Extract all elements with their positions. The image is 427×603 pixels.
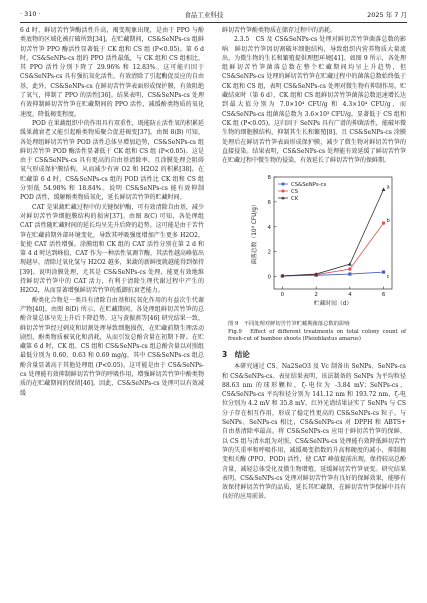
colony-chart	[222, 169, 406, 319]
y-tick-label: 4	[267, 225, 271, 232]
page-header	[20, 8, 407, 23]
series-line	[282, 223, 383, 276]
y-tick-label: 6	[267, 200, 271, 207]
x-tick-label: 6	[381, 292, 386, 299]
paragraph: 2.3.5 CS 及 CS&SeNPs-cs 处理对鲜切苦竹笋菌落总数的影响 鲜切苦竹笋因切割破坏细胞结构，导致组织内营养物质大量流出，为微生物的生长和繁殖提供理想环境[41]。如图 9 所示，各处理组鲜切苦竹笋菌落总数在整个贮藏期间均呈上升趋势，但 CS&SeNPs-cs 处理的鲜切苦竹笋在贮藏过程中的菌落总数始终低于 CK 组和 CS 组，表明 CS&SeNPs-cs 处理对微生物有抑制作用。贮藏结束时（第 6 d），CK 组和 CS 组鲜切苦竹笋菌落总数迅速增长达到最大值分别为 7.0×10⁴ CFU/g 和 4.3×10⁴ CFU/g，而 CS&SeNPs-cs 组菌落总数为 3.6×10³ CFU/g，显著低于 CS 组和 CK 组 (P<0.05)。这归因于 SeNPs 具有广谱的抑菌活性，能破坏微生物的细胞膜结构，抑制其生长和繁殖[8]，且 CS&SeNPs-cs 涂膜处理后在鲜切苦竹笋表面形成保护膜，减少了微生物对鲜切苦竹笋的直接侵染。结果表明，CS&SeNPs-cs 处理能有效延缓了鲜切苦竹笋在贮藏过程中微生物的侵染，有效延长了鲜切苦竹笋的保鲜期。	[222, 36, 406, 165]
x-axis-label: 贮藏时间（d）	[313, 301, 353, 308]
section-title: 3 结论	[222, 349, 250, 359]
data-point	[348, 263, 352, 267]
x-tick-label: 4	[348, 292, 352, 299]
left-column	[20, 26, 204, 398]
legend-marker	[282, 190, 285, 193]
y-tick-label: 0	[267, 275, 271, 282]
legend-label: CK	[291, 196, 299, 203]
legend-label: CS&SeNPs-cs	[291, 182, 327, 189]
significance-label: b	[386, 218, 390, 225]
paragraph: 鲜切苦竹笋酚类物质在储存过程中的消耗。	[222, 27, 337, 34]
legend-marker	[282, 183, 285, 186]
paragraph: 酚类化合物是一类具有清除自由基和抗氧化作用的有益次生代谢产物[40]。由图 8(D) 所示，在贮藏期间，各处理组鲜切苦竹笋的总酚含量总体呈先上升后下降趋势，这与黄振燕等[46] 研究结果一致，鲜切苦竹笋经过刺皮和切割处理导致细胞损伤，在贮藏前期生理活动剧烈，酚类物质被氧化和消耗，从而引发总酚含量在初期下降。在贮藏第 6 d 时，CK 组、CS 组和 CS&SeNPs-cs 组总酚含量以对照组最低分别为 0.60、0.63 和 0.69 mg/g，其中 CS&SeNPs-cs 组总酚含量显著高于其他处理组 (P<0.05)。这可能是由于 CS&SeNPs-cs 处理能有效抑制鲜切苦竹笋的呼吸作用，增强鲜切苦竹笋中酚类物质的在贮藏期间的保留[46]。因此，CS&SeNPs-cs 处理可以有效减缓	[20, 296, 204, 397]
figure-caption-cn: 图 9 不同处理对鲜切苦竹笋贮藏期菌落总数的影响	[228, 321, 350, 328]
x-tick-label: 2	[314, 292, 318, 299]
paragraph: CAT 是果蔬贮藏过程中的关键保护酶，可有效清除自由基，减少对鲜切苦竹笋细胞膜结构的损害[37]。由图 8(C) 可知，各处理组 CAT 活性随贮藏时间的延长均呈先升后降的趋势。这可能是由于苦竹笋在贮藏前期外部环境变化，导致其呼吸强度增加产生更多 H2O2，促使 CAT 活性增强。涂膜组和 CK 组的 CAT 活性分别在第 2 d 和第 4 d 时达到峰值，CAT 作为一种活性氧调节酶，其活性越高峰值出现越早，清除过氧化氢与 H2O2 越多，果蔬的新鲜度就越能得到保持[39]。说明涂膜处理，尤其是 CS&SeNPs-cs 处理，能更有效地维持鲜切苦竹笋中的 CAT 活力，有利于清除生理代谢过程中产生的 H2O2，从而显著增强鲜切苦竹笋的抵御抗衰老能力。	[20, 203, 204, 295]
significance-label: a	[386, 184, 390, 191]
data-point	[382, 222, 385, 225]
y-tick-label: 8	[267, 175, 271, 182]
data-point	[382, 188, 386, 192]
x-tick-label: 0	[280, 292, 285, 299]
journal-name: 食品工业科技	[184, 10, 224, 19]
y-tick-label: 2	[267, 250, 271, 257]
page-number: · 310 ·	[20, 10, 41, 18]
figure-caption-en: Fig.9 Effect of different treatments on total colony count of fresh-cut of bamboo shoots (Pleioblastus amarus)	[228, 328, 406, 343]
significance-label: c	[386, 274, 390, 281]
series-line	[282, 190, 383, 276]
issue-date: 2025 年 7 月	[367, 10, 407, 19]
data-point	[382, 271, 385, 274]
legend-label: CS	[291, 189, 299, 196]
paragraph: 本研究通过 CS、Na2SeO3 及 Vc 制备出 SeNPs、SeNPs-cs 和 CS&SeNPs-cs。表征结果表明，该法制备的 SeNPs 为平均粒径 88.63 nm 的球形颗粒，ζ-电位为 -3.84 mV；SeNPs-cs、CS&SeNPs-cs 平均粒径分别为 141.12 nm 和 193.72 nm，ζ-电位分别为 4.2 mV 和 35.8 mV。红外光谱结果证实了 SeNPs 与 CS 分子存在相互作用，形成了稳定性更高的 CS&SeNPs-cs 粒子。与 SeNPs、SeNPs-cs 相比，CS&SeNPs-cs 对 DPPH 和 ABTS+ 自由基清除率最高。将 CS&SeNPs-cs 应用于鲜切苦竹笋的保鲜，以 CS 组与清水组为对照，CS&SeNPs-cs 处理能有效降低鲜切苦竹笋的失重率和呼吸作用，减缓褐变指数的升高和硬度的减小，抑制褐变相关酶 (PPO、POD) 活性，使 CAT 峰值提前出现，保持较高总酚含量，减轻总体受化及微生物增殖，延缓鲜切苦竹笋衰变。研究结果表明，CS&SeNPs-cs 处理对鲜切苦竹笋有良好的保鲜效果，能够有效保持鲜切苦竹笋的品质，延长其贮藏期，在鲜切苦竹笋保鲜中具有良好的应用前景。	[222, 363, 406, 501]
chart-svg	[222, 169, 406, 319]
right-column	[222, 26, 406, 502]
data-point	[348, 273, 351, 276]
data-point	[348, 268, 351, 271]
paragraph: 6 d 时，鲜切苦竹笋酶活性升高，褐变现象出现，是由于 PPO 与酚类底物的区域化被打破所致[34]。在贮藏期间，CS&SeNPs-cs 组鲜切苦竹笋 PPO 酶活性显著低于 CK 组和 CS 组 (P<0.05)。第 6 d 时，CS&SeNPs-cs 组的 PPO 活性最低，与 CK 组和 CS 组相比，其 PPO 活性分别下降了 29.96% 和 12.83%。这可能归因于 CS&SeNPs-cs 具有强抗氧化活性，有效清除了引起酶促反应的自由基，此外，CS&SeNPs-cs 在鲜切苦竹笋表面形成保护膜，有效阻绝了氧气，抑制了 PPO 的活性[36]。结果表明，CS&SeNPs-cs 处理有效抑制鲜切苦竹笋在贮藏期间的 PPO 活性，减缓酚类物质的氧化速度，降低褐变程度。	[20, 27, 204, 118]
paragraph: POD 在果蔬组织中的作用具有双重性，既能防止活性氧的积累延缓果蔬衰老又能引起酚类物质聚合促进褐变[37]。由图 8(B) 可知，各处理组鲜切苦竹笋 POD 活性总体呈增加趋势，CS&SeNPs-cs 组鲜切苦竹笋 POD 酶活性显著低于 CK 组和 CS 组 (P<0.05)。这是由于 CS&SeNPs-cs 具有更高的自由基清除率，且涂膜处理会阻碍氧气形成保护膜结构，从而减少有害 O2 和 H2O2 的积累[38]。在贮藏第 6 d 时，CS&SeNPs-cs 组的 POD 活性比 CK 组和 CS 组分别低 54.98% 和 18.84%。说明 CS&SeNPs-cs 能有效抑制 POD 活性，缓解酚类物质氧化，延长鲜切苦竹笋的贮藏时间。	[20, 119, 204, 202]
y-axis-label: 菌落总数（10⁴ CFU/g）	[252, 201, 258, 266]
